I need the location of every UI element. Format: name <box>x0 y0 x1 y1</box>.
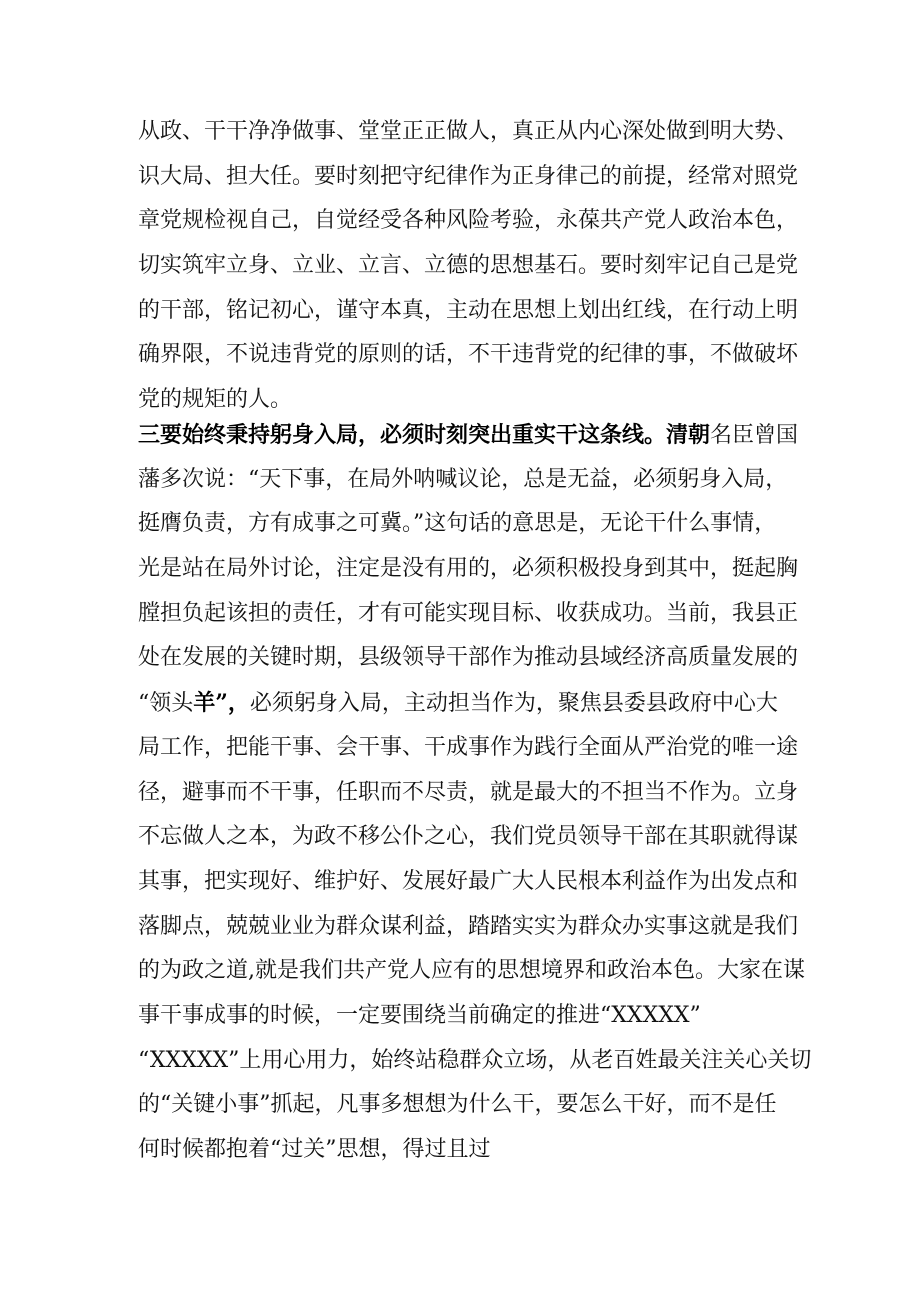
section-heading: 三要始终秉持躬身入局，必须时刻突出重实干这条线。清朝 <box>138 422 711 448</box>
text-line <box>138 413 798 458</box>
text-line: 膛担负起该担的责任，才有可能实现目标、收获成功。当前，我县正 <box>138 600 799 626</box>
text-line: 处在发展的关键时期，县级领导干部作为推动县域经济高质量发展的 <box>138 645 799 671</box>
text-line: 径，避事而不干事，任职而不尽责，就是最大的不担当不作为。立身 <box>138 779 799 805</box>
text-run: 必须躬身入局，主动担当作为，聚焦县委县政府中心大 <box>249 691 778 717</box>
text-line: “XXXXX”上用心用力，始终站稳群众立场，从老百姓最关注关心关切 <box>138 1047 812 1073</box>
text-line: 事干事成事的时候，一定要围绕当前确定的推进“XXXXX” <box>138 1002 701 1028</box>
text-line: 何时候都抱着“过关”思想，得过且过 <box>138 1137 491 1162</box>
paragraph-2 <box>138 413 812 1173</box>
text-run: “领头 <box>138 691 194 717</box>
text-line: 党的规矩的人。 <box>138 387 293 413</box>
text-line: 藩多次说：“天下事，在局外呐喊议论，总是无益，必须躬身入局， <box>138 466 788 492</box>
bold-text-run: 羊”， <box>193 690 250 717</box>
text-line: 光是站在局外讨论，注定是没有用的，必须积极投身到其中，挺起胸 <box>138 556 799 582</box>
text-run: 名臣曾国 <box>710 423 799 448</box>
paragraph-1 <box>138 110 798 423</box>
text-line: 挺膺负责，方有成事之可冀。”这句话的意思是，无论干什么事情， <box>138 511 777 537</box>
text-line: 从政、干干净净做事、堂堂正正做人，真正从内心深处做到明大势、 <box>138 119 799 144</box>
text-line: 的干部，铭记初心，谨守本真，主动在思想上划出红线，在行动上明 <box>138 297 799 323</box>
text-line: 章党规检视自己，自觉经受各种风险考验，永葆共产党人政治本色， <box>138 208 799 234</box>
text-line: 确界限，不说违背党的原则的话，不干违背党的纪律的事，不做破坏 <box>138 342 799 368</box>
text-line: 其事，把实现好、维护好、发展好最广大人民根本利益作为出发点和 <box>138 868 799 894</box>
text-line: 的为政之道,就是我们共产党人应有的思想境界和政治本色。大家在谋 <box>138 958 805 984</box>
text-line: 落脚点，兢兢业业为群众谋利益，踏踏实实为群众办实事这就是我们 <box>138 913 799 939</box>
text-line: 识大局、担大任。要时刻把守纪律作为正身律己的前提，经常对照党 <box>138 163 799 189</box>
text-line: 切实筑牢立身、立业、立言、立德的思想基石。要时刻牢记自己是党 <box>138 253 799 279</box>
text-line: 局工作，把能干事、会干事、干成事作为践行全面从严治党的唯一途 <box>138 734 799 760</box>
text-line: 的“关键小事”抓起，凡事多想想为什么干，要怎么干好，而不是任 <box>138 1092 777 1118</box>
text-line <box>138 681 798 726</box>
text-line: 不忘做人之本，为政不移公仆之心，我们党员领导干部在其职就得谋 <box>138 824 799 850</box>
